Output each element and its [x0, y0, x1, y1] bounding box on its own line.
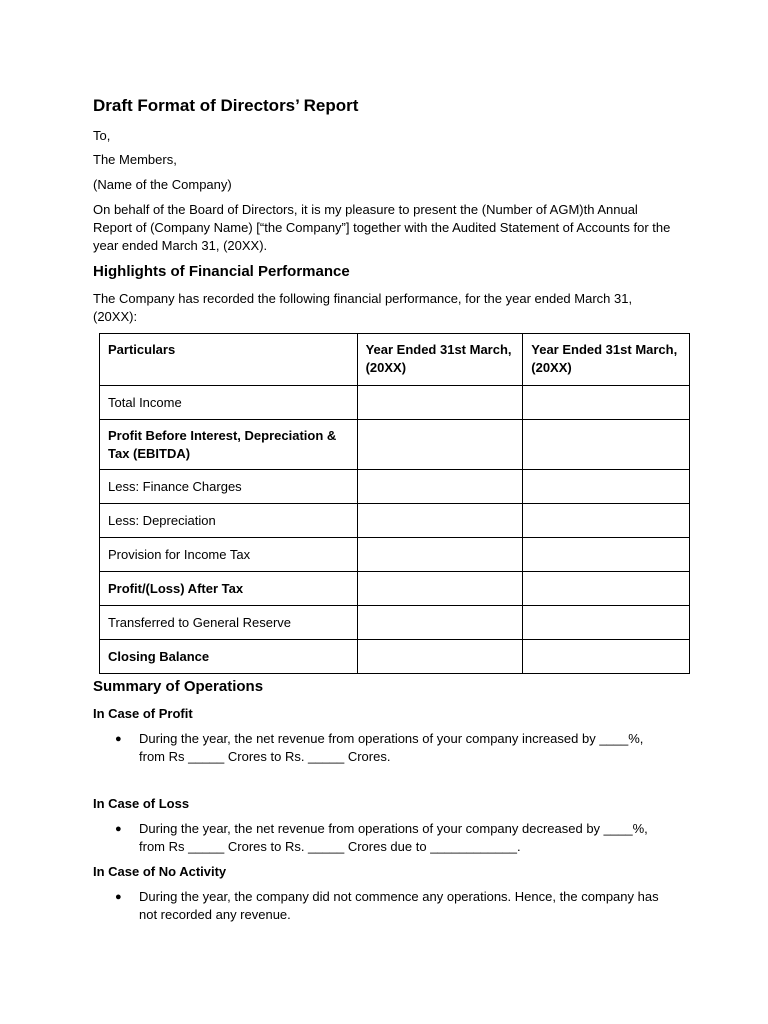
row-value-year-1: [357, 504, 523, 538]
row-value-year-2: [523, 470, 690, 504]
loss-case-heading: In Case of Loss: [93, 796, 190, 811]
table-header-row: [100, 334, 690, 386]
row-value-year-2: [523, 386, 690, 420]
column-header-year-1: Year Ended 31st March, (20XX): [357, 334, 523, 386]
financial-intro-text: The Company has recorded the following financial performance, for the year ended March 31, (20XX):: [93, 291, 633, 324]
table-row: [100, 470, 690, 504]
document-title: Draft Format of Directors’ Report: [93, 96, 359, 115]
row-value-year-2: [523, 606, 690, 640]
row-value-year-2: [523, 538, 690, 572]
row-value-year-1: [357, 606, 523, 640]
financial-performance-table: [99, 333, 690, 674]
row-label: Transferred to General Reserve: [100, 606, 358, 640]
column-header-particulars: Particulars: [100, 334, 358, 386]
row-value-year-2: [523, 504, 690, 538]
company-name-placeholder: (Name of the Company): [93, 177, 232, 192]
table-row: [100, 538, 690, 572]
row-label: Less: Finance Charges: [100, 470, 358, 504]
row-value-year-2: [523, 640, 690, 674]
table-row: [100, 640, 690, 674]
summary-of-operations-heading: Summary of Operations: [93, 678, 264, 695]
table-row: [100, 386, 690, 420]
row-value-year-1: [357, 538, 523, 572]
row-label: Less: Depreciation: [100, 504, 358, 538]
row-label: Total Income: [100, 386, 358, 420]
row-label: Profit/(Loss) After Tax: [100, 572, 358, 606]
salutation-members: The Members,: [93, 152, 177, 167]
row-value-year-1: [357, 640, 523, 674]
salutation-to: To,: [93, 128, 111, 143]
bullet-icon: ●: [115, 823, 122, 835]
row-value-year-1: [357, 572, 523, 606]
table-row: [100, 572, 690, 606]
table-row: [100, 606, 690, 640]
row-value-year-1: [357, 470, 523, 504]
row-value-year-1: [357, 420, 523, 470]
row-value-year-2: [523, 420, 690, 470]
no-activity-case-heading: In Case of No Activity: [93, 864, 227, 879]
table-row: [100, 420, 690, 470]
intro-paragraph: On behalf of the Board of Directors, it is my pleasure to present the (Number of AGM)th Annual Report of (Company Name) [“the Company”] together with the Audited Statement of Accounts for the year ended March 31, (20XX).: [93, 202, 671, 253]
financial-highlights-heading: Highlights of Financial Performance: [93, 263, 350, 280]
row-label: Closing Balance: [100, 640, 358, 674]
row-value-year-2: [523, 572, 690, 606]
bullet-icon: ●: [115, 733, 122, 745]
row-label: Provision for Income Tax: [100, 538, 358, 572]
no-activity-case-text: During the year, the company did not commence any operations. Hence, the company has not recorded any revenue.: [139, 889, 659, 922]
row-label: Profit Before Interest, Depreciation & Tax (EBITDA): [100, 420, 358, 470]
column-header-year-2: Year Ended 31st March, (20XX): [523, 334, 690, 386]
loss-case-text: During the year, the net revenue from operations of your company decreased by ____%, from Rs _____ Crores to Rs. _____ Crores due to ____________.: [139, 821, 648, 854]
row-value-year-1: [357, 386, 523, 420]
bullet-icon: ●: [115, 891, 122, 903]
profit-case-heading: In Case of Profit: [93, 706, 193, 721]
table-row: [100, 504, 690, 538]
profit-case-text: During the year, the net revenue from operations of your company increased by ____%, from Rs _____ Crores to Rs. _____ Crores.: [139, 731, 644, 764]
